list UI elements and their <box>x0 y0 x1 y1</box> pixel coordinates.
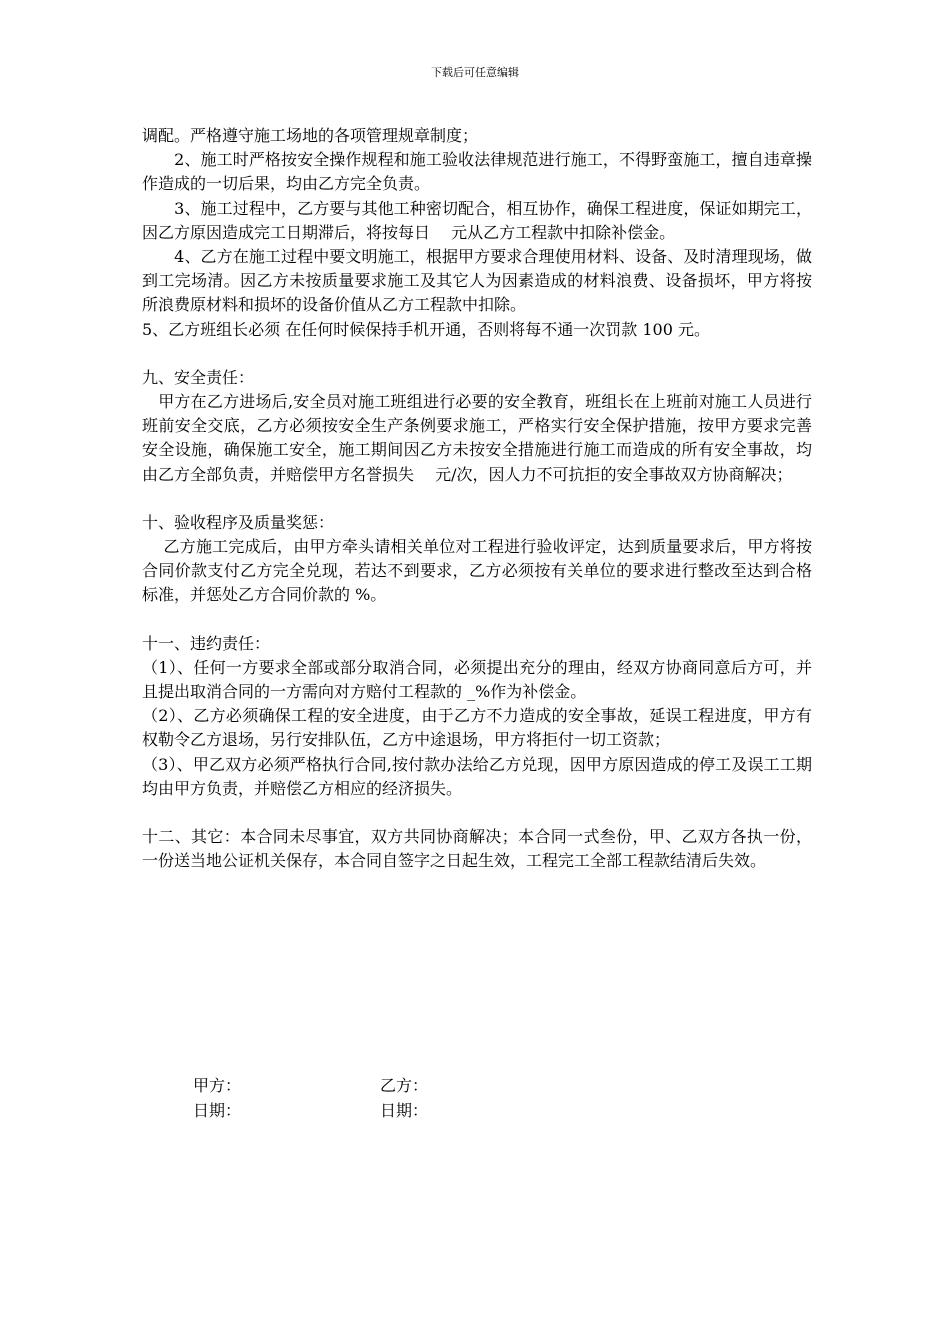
date-row <box>193 1098 428 1123</box>
section-heading-acceptance: 十、验收程序及质量奖惩： <box>142 512 335 532</box>
party-a-label: 甲方： <box>193 1076 242 1095</box>
paragraph-breach-2: （2）、乙方必须确保工程的安全进度，由于乙方不力造成的安全事故，延误工程进度，甲方有权勒令乙方退场，另行安排队伍，乙方中途退场，甲方将拒付一切工资款； <box>142 706 812 750</box>
paragraph-clause-4: 4、乙方在施工过程中要文明施工，根据甲方要求合理使用材料、设备、及时清理现场，做到工完场清。因乙方未按质量要求施工及其它人为因素造成的材料浪费、设备损坏，甲方将按所浪费原材料和损坏的设备价值从乙方工程款中扣除。 <box>142 247 812 315</box>
spacer <box>142 342 812 366</box>
date-b-label: 日期： <box>380 1101 429 1120</box>
spacer <box>142 801 812 825</box>
paragraph-clause-continued: 调配。严格遵守施工场地的各项管理规章制度； <box>142 126 479 145</box>
page-header: 下载后可任意编辑 <box>431 66 519 79</box>
paragraph-clause-5: 5、乙方班组长必须 在任何时候保持手机开通，否则将每不通一次罚款 100 元。 <box>142 319 710 339</box>
contract-body <box>142 124 812 873</box>
section-heading-breach: 十一、违约责任： <box>142 633 271 653</box>
paragraph-clause-3: 3、施工过程中，乙方要与其他工种密切配合，相互协作，确保工程进度，保证如期完工，因乙方原因造成完工日期滞后，将按每日 元从乙方工程款中扣除补偿金。 <box>142 198 812 242</box>
signature-row <box>193 1073 428 1098</box>
date-a-label: 日期： <box>193 1101 242 1120</box>
paragraph-breach-3: （3）、甲乙双方必须严格执行合同,按付款办法给乙方兑现，因甲方原因造成的停工及误工工期均由甲方负责，并赔偿乙方相应的经济损失。 <box>142 754 812 798</box>
paragraph-safety: 甲方在乙方进场后,安全员对施工班组进行必要的安全教育，班组长在上班前对施工人员进行班前安全交底，乙方必须按安全生产条例要求施工，严格实行安全保护措施，按甲方要求完善安全设施，确保施工安全，施工期间因乙方未按安全措施进行施工而造成的所有安全事故，均由乙方全部负责，并赔偿甲方名誉损失 元/次，因人力不可抗拒的安全事故双方协商解决； <box>142 392 812 484</box>
paragraph-other: 十二、其它：本合同未尽事宜，双方共同协商解决；本合同一式叁份，甲、乙双方各执一份，一份送当地公证机关保存，本合同自签字之日起生效，工程完工全部工程款结清后失效。 <box>142 827 812 871</box>
signature-block <box>193 1073 428 1123</box>
paragraph-breach-1: （1）、任何一方要求全部或部分取消合同，必须提出充分的理由，经双方协商同意后方可，并且提出取消合同的一方需向对方赔付工程款的 _%作为补偿金。 <box>142 657 812 702</box>
paragraph-acceptance: 乙方施工完成后，由甲方牵头请相关单位对工程进行验收评定，达到质量要求后，甲方将按合同价款支付乙方完全兑现，若达不到要求，乙方必须按有关单位的要求进行整改至达到合格标准，并惩处乙方合同价款的 %。 <box>142 537 812 605</box>
section-heading-safety: 九、安全责任： <box>142 367 255 387</box>
spacer <box>142 608 812 632</box>
spacer <box>142 487 812 511</box>
party-b-label: 乙方： <box>380 1076 429 1095</box>
paragraph-clause-2: 2、施工时严格按安全操作规程和施工验收法律规范进行施工，不得野蛮施工，擅自违章操作造成的一切后果，均由乙方完全负责。 <box>142 150 812 194</box>
